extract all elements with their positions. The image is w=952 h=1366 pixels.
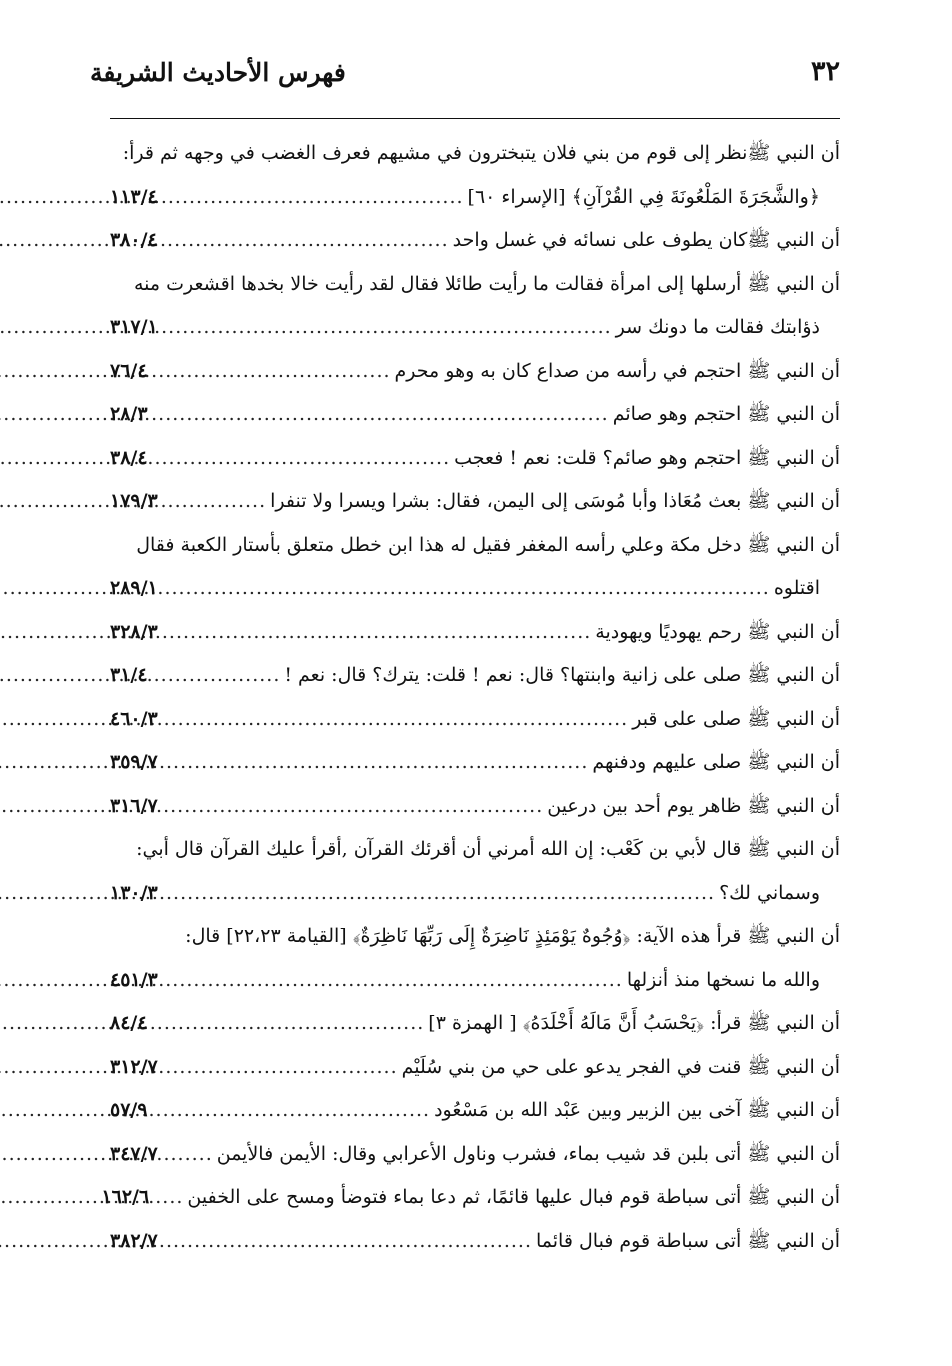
volume-page-reference: ٧٦/٤: [110, 359, 148, 382]
volume-page-reference: ٣١٧/١: [110, 316, 158, 338]
leader-dots: [169, 1176, 183, 1220]
hadith-entry: [110, 132, 840, 219]
hadith-text: أن النبي ﷺ ظاهر يوم أحد بين درعين: [547, 794, 840, 817]
hadith-text: وسماني لك؟: [719, 881, 820, 904]
hadith-entry: [110, 1220, 840, 1264]
leader-dots: [178, 393, 609, 437]
entry-line: [110, 480, 840, 524]
volume-page-reference: ٣٨٢/٧: [110, 1229, 158, 1252]
entry-line: [110, 524, 840, 568]
volume-page-reference: ١٧٩/٣: [110, 490, 158, 512]
volume-page-reference: ٤٥١/٣: [110, 968, 158, 991]
volume-page-reference: ٣٨/٤: [110, 446, 148, 469]
hadith-text: أن النبي ﷺنظر إلى قوم من بني فلان يتبخترون في مشيهم فعرف الغضب في وجهه ثم قرأ:: [122, 142, 840, 164]
entry-line: [110, 1089, 840, 1133]
entry-line: [110, 915, 840, 959]
entry-line: [110, 654, 840, 698]
entry-line: [110, 1133, 840, 1177]
hadith-entry: [110, 1046, 840, 1090]
hadith-text: أن النبي ﷺ قرأ هذه الآية: ﴿وُجُوهٌ يَوْمَئِذٍ نَاضِرَةٌ إِلَى رَبِّهَا نَاظِرَةٌ﴾ [القيامة ٢٢،٢٣] قال:: [185, 925, 840, 947]
leader-dots: [178, 350, 391, 394]
hadith-text: أن النبي ﷺ صلى على زانية وابنتها؟ قال: نعم ! قلت: يترك؟ قال: نعم !: [284, 664, 840, 686]
entry-line: [110, 611, 840, 655]
hadith-text: ذؤابتك فقالت ما دونك سر: [615, 316, 820, 338]
leader-dots: [178, 654, 280, 698]
hadith-entry: [110, 1002, 840, 1046]
hadith-entry: [110, 654, 840, 698]
volume-page-reference: ٢٨/٣: [110, 403, 148, 425]
volume-page-reference: ٣١٢/٧: [110, 1055, 158, 1078]
entry-line: [110, 393, 840, 437]
hadith-text: أن النبي ﷺ صلى عليهم ودفنهم: [592, 751, 840, 773]
page-number: ٣٢: [810, 56, 840, 87]
leader-dots: [178, 1002, 424, 1046]
entry-line: [110, 741, 840, 785]
entry-line: [110, 828, 840, 872]
hadith-entry: [110, 1133, 840, 1177]
leader-dots: [178, 176, 464, 220]
hadith-text: أن النبي ﷺ رحم يهوديًا ويهودية: [595, 620, 840, 643]
entry-line: [110, 132, 840, 176]
hadith-entry: [110, 698, 840, 742]
leader-dots: [178, 1220, 532, 1264]
entry-continuation-line: [110, 567, 840, 611]
hadith-entry: [110, 611, 840, 655]
hadith-text: أن النبي ﷺ بعث مُعَاذا وأبا مُوسَى إلى اليمن، فقال: بشرا ويسرا ولا تنفرا: [270, 490, 840, 512]
entry-line: [110, 263, 840, 307]
hadith-entry: [110, 219, 840, 263]
leader-dots: [178, 567, 770, 611]
volume-page-reference: ٣٤٧/٧: [110, 1142, 158, 1165]
volume-page-reference: ٤٦٠/٣: [110, 707, 158, 730]
entry-line: [110, 1046, 840, 1090]
leader-dots: [178, 306, 612, 350]
hadith-entry: [110, 437, 840, 481]
header-rule: [110, 118, 840, 119]
hadith-entry: [110, 1089, 840, 1133]
page-title: فهرس الأحاديث الشريفة: [90, 58, 346, 87]
hadith-text: أن النبي ﷺ قال لأبي بن كَعْب: إن الله أمرني أن أقرئك القرآن ,أقرأ عليك القرآن قال أبي:: [136, 838, 840, 860]
leader-dots: [178, 785, 543, 829]
entry-line: [110, 1002, 840, 1046]
leader-dots: [178, 741, 588, 785]
leader-dots: [178, 1089, 430, 1133]
entry-line: [101, 1176, 840, 1220]
hadith-text: أن النبي ﷺ أتى سباطة قوم فبال قائما: [536, 1229, 840, 1252]
hadith-entry: [110, 785, 840, 829]
hadith-text: أن النبي ﷺ صلى على قبر: [632, 707, 840, 730]
leader-dots: [178, 872, 715, 916]
entry-continuation-line: [110, 872, 840, 916]
hadith-index-list: [101, 132, 840, 1263]
entry-continuation-line: [110, 176, 840, 220]
hadith-text: أن النبي ﷺ احتجم وهو صائم: [612, 403, 840, 425]
volume-page-reference: ٣١/٤: [110, 664, 148, 686]
entry-line: [110, 698, 840, 742]
volume-page-reference: ٣٢٨/٣: [110, 620, 158, 643]
entry-continuation-line: [110, 959, 840, 1003]
volume-page-reference: ٣٥٩/٧: [110, 751, 158, 773]
volume-page-reference: ٣٨٠/٤: [110, 229, 158, 251]
hadith-text: والله ما نسخها منذ أنزلها: [626, 968, 820, 991]
volume-page-reference: ٣١٦/٧: [110, 794, 158, 817]
hadith-text: أن النبي ﷺ أرسلها إلى امرأة فقالت ما رأيت طائلا فقال لقد رأيت خالا بخدها اقشعرت منه: [133, 272, 840, 295]
volume-page-reference: ٨٤/٤: [110, 1012, 148, 1034]
hadith-text: أن النبي ﷺ قنت في الفجر يدعو على حي من بني سُلَيْم: [401, 1055, 840, 1078]
hadith-text: أن النبي ﷺ أتى سباطة قوم فبال عليها قائمًا، ثم دعا بماء فتوضأ ومسح على الخفين: [187, 1186, 840, 1208]
hadith-entry: [101, 1176, 840, 1220]
hadith-text: أن النبي ﷺكان يطوف على نسائه في غسل واحد: [452, 229, 840, 251]
leader-dots: [178, 480, 266, 524]
entry-line: [110, 1220, 840, 1264]
hadith-entry: [110, 741, 840, 785]
volume-page-reference: ١٣٠/٣: [110, 881, 158, 904]
leader-dots: [178, 1046, 398, 1090]
entry-line: [110, 437, 840, 481]
hadith-entry: [110, 524, 840, 611]
hadith-entry: [110, 263, 840, 350]
hadith-text: أن النبي ﷺ احتجم في رأسه من صداع كان به وهو محرم: [394, 359, 840, 382]
volume-page-reference: ١٦٢/٦: [101, 1186, 150, 1208]
volume-page-reference: ٥٧/٩: [110, 1099, 148, 1121]
hadith-text: أن النبي ﷺ احتجم وهو صائم؟ قلت: نعم ! فعجب: [454, 446, 840, 469]
hadith-entry: [110, 480, 840, 524]
hadith-entry: [110, 915, 840, 1002]
hadith-text: أن النبي ﷺ دخل مكة وعلي رأسه المغفر فقيل له هذا ابن خطل متعلق بأستار الكعبة فقال: [136, 533, 840, 556]
volume-page-reference: ١١٣/٤: [110, 185, 158, 208]
leader-dots: [178, 698, 628, 742]
hadith-entry: [110, 828, 840, 915]
hadith-text: ﴿والشَّجَرَةَ المَلْعُونَةَ فِي القُرْآنِ﴾ [الإسراء ٦٠]: [467, 185, 820, 208]
hadith-text: أن النبي ﷺ آخى بين الزبير وبين عَبْد الله بن مَسْعُود: [434, 1099, 840, 1121]
leader-dots: [178, 611, 591, 655]
leader-dots: [178, 437, 450, 481]
hadith-entry: [110, 350, 840, 394]
entry-continuation-line: [110, 306, 840, 350]
leader-dots: [178, 959, 623, 1003]
hadith-text: اقتلوه: [773, 577, 820, 599]
volume-page-reference: ٢٨٩/١: [110, 577, 158, 599]
leader-dots: [178, 1133, 213, 1177]
hadith-text: أن النبي ﷺ قرأ: ﴿يَحْسَبُ أَنَّ مَالَهُ أَخْلَدَهُ﴾ [ الهمزة ٣]: [428, 1012, 840, 1034]
entry-line: [110, 219, 840, 263]
leader-dots: [178, 219, 449, 263]
entry-line: [110, 785, 840, 829]
entry-line: [110, 350, 840, 394]
hadith-text: أن النبي ﷺ أتى بلبن قد شيب بماء، فشرب وناول الأعرابي وقال: الأيمن فالأيمن: [216, 1142, 840, 1165]
hadith-entry: [110, 393, 840, 437]
